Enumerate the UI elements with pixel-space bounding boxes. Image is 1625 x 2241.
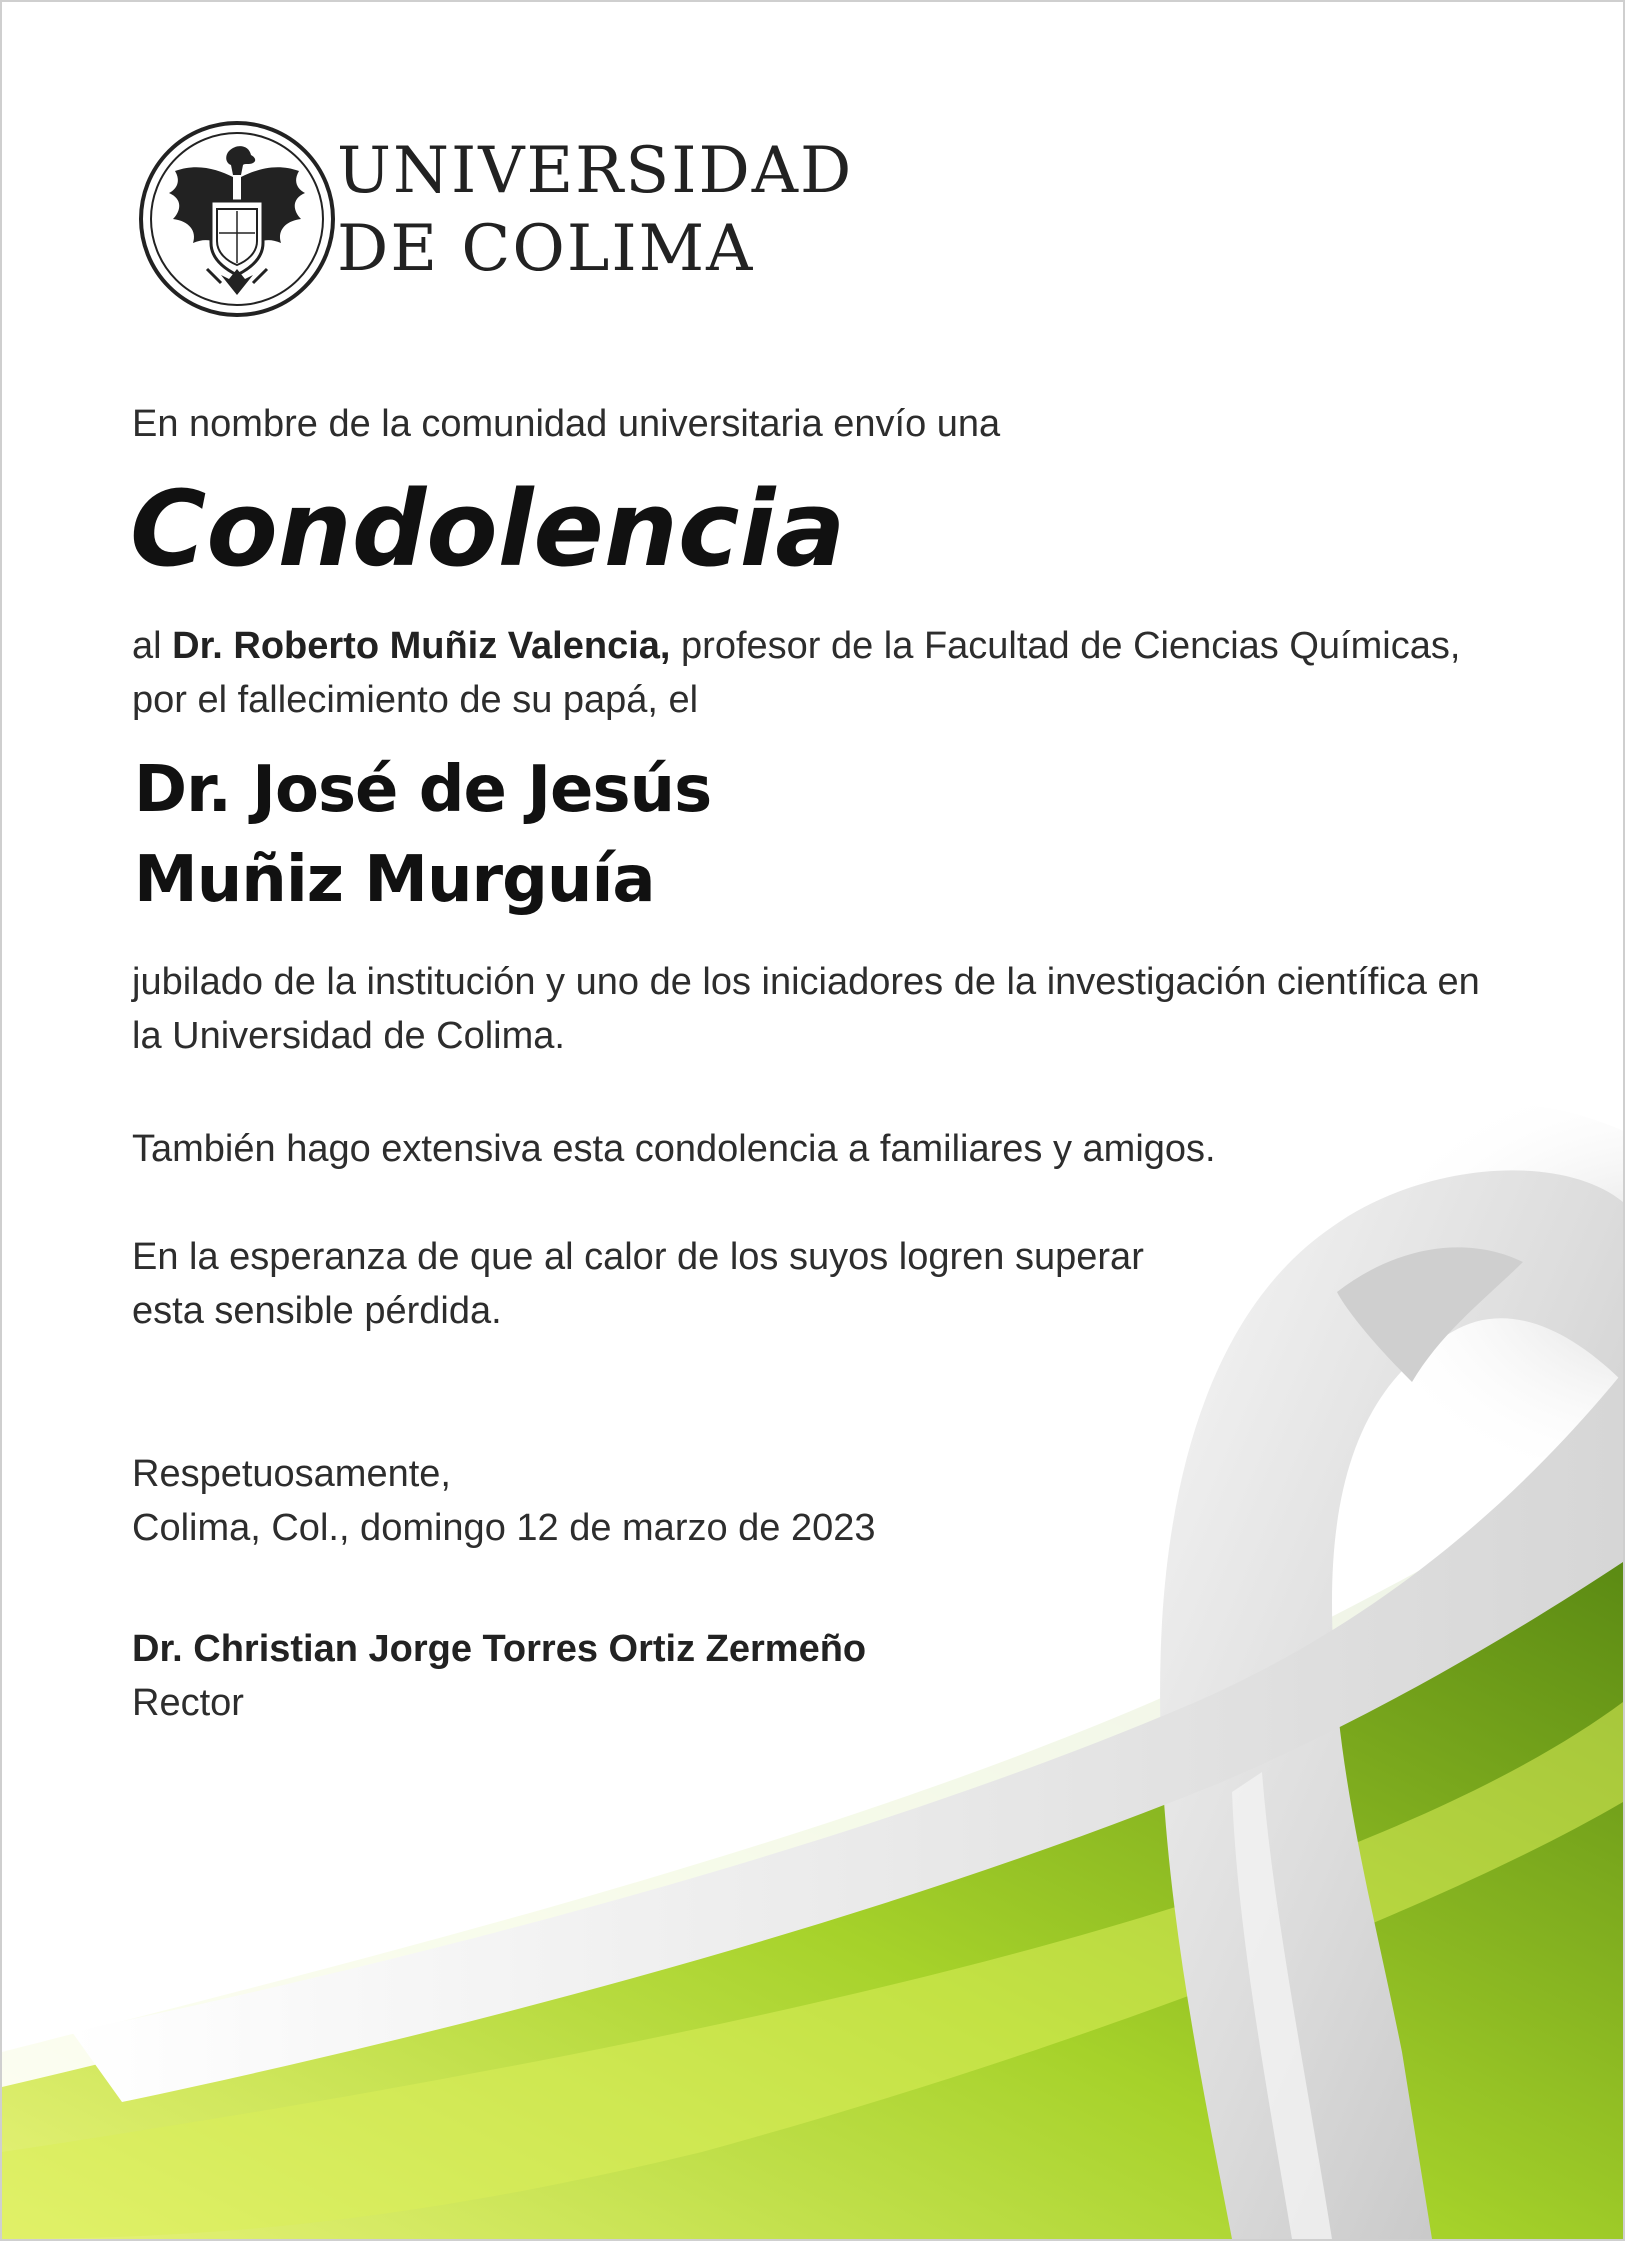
university-name bbox=[337, 132, 853, 288]
recipient-suffix: profesor de la Facultad de Ciencias Químicas, bbox=[670, 625, 1461, 667]
signer-name: Dr. Christian Jorge Torres Ortiz Zermeño bbox=[132, 1628, 867, 1670]
condolence-headline: Condolencia bbox=[130, 468, 846, 590]
recipient-line1 bbox=[132, 619, 1460, 673]
recipient-prefix: al bbox=[132, 625, 173, 667]
recipient-line2: por el fallecimiento de su papá, el bbox=[132, 679, 699, 721]
intro-text: En nombre de la comunidad universitaria envío una bbox=[132, 403, 1001, 445]
recipient-paragraph bbox=[132, 619, 1460, 727]
signature-block bbox=[132, 1622, 866, 1730]
hope-line2: esta sensible pérdida. bbox=[132, 1290, 502, 1332]
university-name-line1: UNIVERSIDAD bbox=[337, 134, 854, 208]
deceased-name-line2: Muñiz Murguía bbox=[134, 843, 655, 917]
university-seal-icon bbox=[137, 119, 337, 319]
description-line2: la Universidad de Colima. bbox=[132, 1015, 565, 1057]
closing-block bbox=[132, 1447, 876, 1555]
description-paragraph bbox=[132, 955, 1480, 1063]
hope-line1: En la esperanza de que al calor de los suyos logren superar bbox=[132, 1236, 1144, 1278]
deceased-name-line1: Dr. José de Jesús bbox=[134, 753, 712, 827]
hope-paragraph bbox=[132, 1230, 1144, 1338]
signer-title: Rector bbox=[132, 1682, 244, 1724]
place-date: Colima, Col., domingo 12 de marzo de 2023 bbox=[132, 1507, 876, 1549]
description-line1: jubilado de la institución y uno de los iniciadores de la investigación científica en bbox=[132, 961, 1480, 1003]
extension-text: También hago extensiva esta condolencia a familiares y amigos. bbox=[132, 1128, 1216, 1170]
recipient-name: Dr. Roberto Muñiz Valencia, bbox=[172, 625, 671, 667]
ribbon-background bbox=[2, 2, 1623, 2239]
salutation: Respetuosamente, bbox=[132, 1453, 451, 1495]
university-name-line2: DE COLIMA bbox=[337, 212, 755, 286]
